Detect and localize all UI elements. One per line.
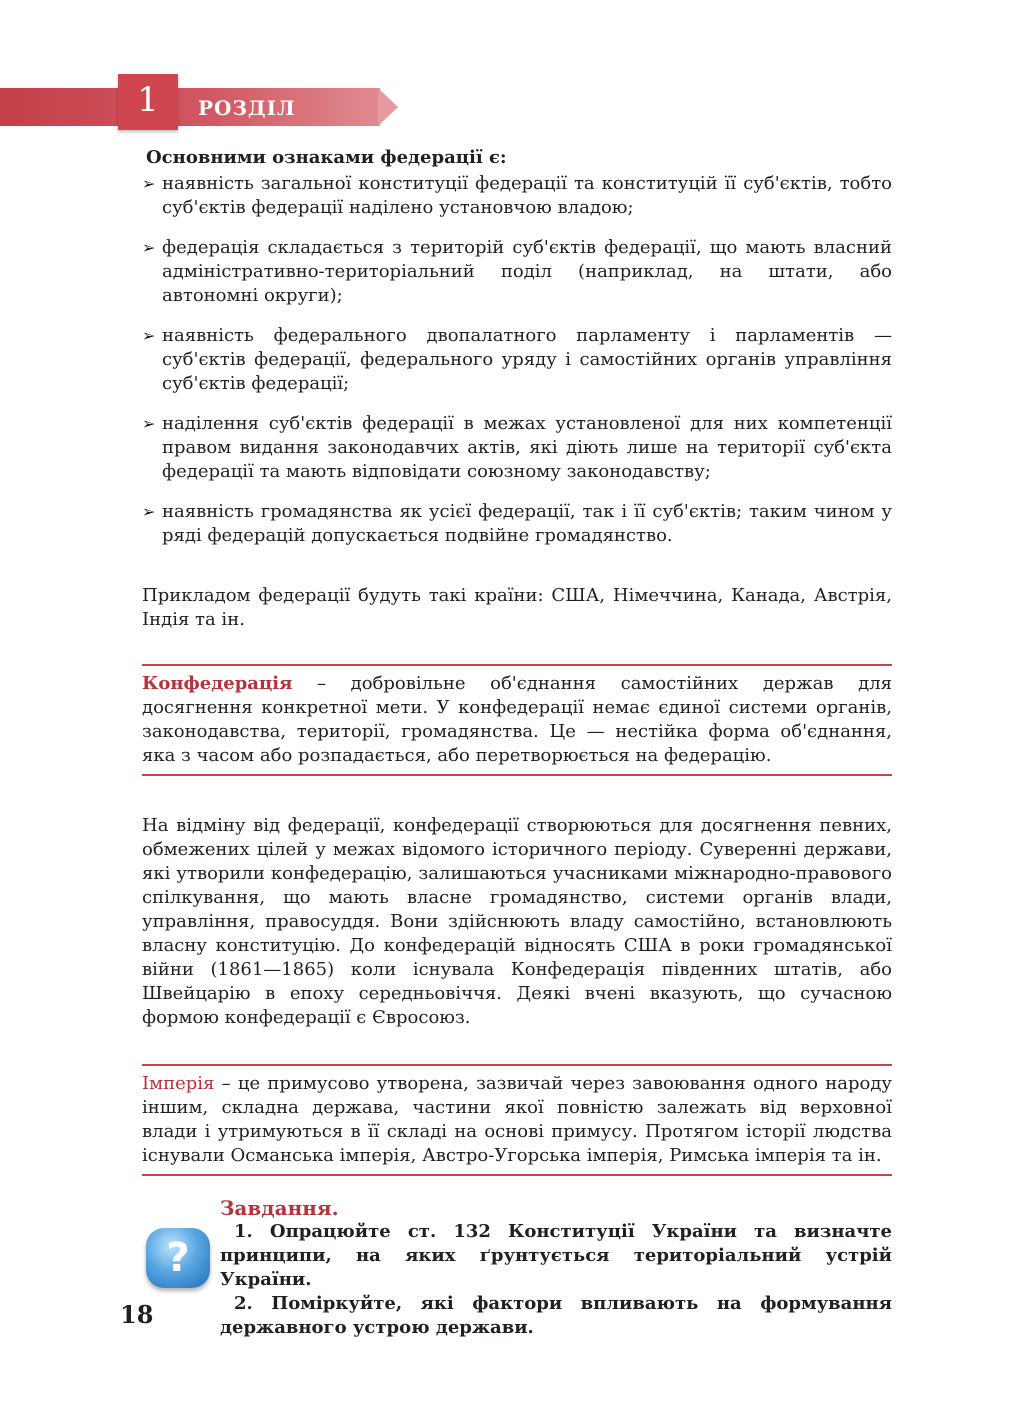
federation-heading: Основними ознаками федерації є: [146,147,507,168]
empire-term: Імперія [142,1073,215,1094]
task-item: 2. Поміркуйте, які фактори впливають на формування державного устрою держави. [220,1293,892,1338]
confederation-definition-box [142,664,892,776]
list-item-text: наділення суб'єктів федерації в межах установленої для них компетенції правом видання законодавчих актів, які діють лише на території суб'єкта федерації та мають відповідати союзному законодавству; [162,413,892,482]
list-item [142,324,892,396]
arrow-bullet-icon: ➢ [142,174,156,193]
list-item-text: наявність федерального двопалатного парламенту і парламентів — суб'єктів федерації, федерального уряду і самостійних органів управління суб'єктів федерації; [162,325,892,394]
arrow-bullet-icon: ➢ [142,502,156,521]
federation-features-list [142,172,892,548]
confederation-definition: – добровільне об'єднання самостійних держав для досягнення конкретної мети. У конфедерації немає єдиної системи органів, законодавства, території, громадянства. Це — нестійка форма об'єднання, яка з часом або розпадається, або перетворюється на федерацію. [142,673,892,766]
federation-examples: Прикладом федерації будуть такі країни: США, Німеччина, Канада, Австрія, Індія та ін. [142,585,892,630]
list-item-text: федерація складається з територій суб'єктів федерації, що мають власний адміністративно-територіальний поділ (наприклад, на штати, або автономні округи); [162,237,892,306]
chapter-banner [0,72,400,136]
confederation-term: Конфедерація [142,673,293,694]
list-item-text: наявність громадянства як усієї федерації, так і її суб'єктів; таким чином у ряді федерацій допускається подвійне громадянство. [162,501,892,546]
list-item-text: наявність загальної конституції федерації та конституцій її суб'єктів, тобто суб'єктів федерації наділено установчою владою; [162,173,892,218]
task-item: 1. Опрацюйте ст. 132 Конституції України та визначте принципи, на яких ґрунтується територіальний устрій України. [220,1221,892,1290]
question-icon: ? [146,1228,210,1288]
arrow-bullet-icon: ➢ [142,326,156,345]
banner-bar [0,88,380,126]
list-item [142,412,892,484]
arrow-bullet-icon: ➢ [142,238,156,257]
list-item [142,172,892,220]
arrow-bullet-icon: ➢ [142,414,156,433]
chapter-label: РОЗДІЛ [198,96,296,120]
empire-definition: – це примусово утворена, зазвичай через завоювання одного народу іншим, складна держава, частини якої повністю залежать від верховної влади і утримуються в її складі на основі примусу. Протягом історії людства існували Османська імперія, Австро-Угорська імперія, Римська імперія та ін. [142,1073,892,1166]
list-item [142,236,892,308]
list-item [142,500,892,548]
page-content [142,146,892,1340]
empire-definition-box [142,1064,892,1176]
chapter-number: 1 [118,74,178,130]
banner-arrow-icon [378,88,398,126]
confederation-text: На відміну від федерації, конфедерації створюються для досягнення певних, обмежених цілей у межах відомого історичного періоду. Суверенні держави, які утворили конфедерацію, залишаються учасниками міжнародно-правового спілкування, що мають власне громадянство, системи органів влади, управління, правосуддя. Вони здійснюють владу самостійно, встановлюють власну конституцію. До конфедерацій відносять США в роки громадянської війни (1861—1865) коли існувала Конфедерація південних штатів, або Швейцарію в епоху середньовіччя. Деякі вчені вказують, що сучасною формою конфедерації є Євросоюз. [142,815,892,1028]
tasks-title: Завдання. [220,1196,339,1220]
page-number: 18 [120,1300,154,1329]
tasks-block [142,1196,892,1340]
